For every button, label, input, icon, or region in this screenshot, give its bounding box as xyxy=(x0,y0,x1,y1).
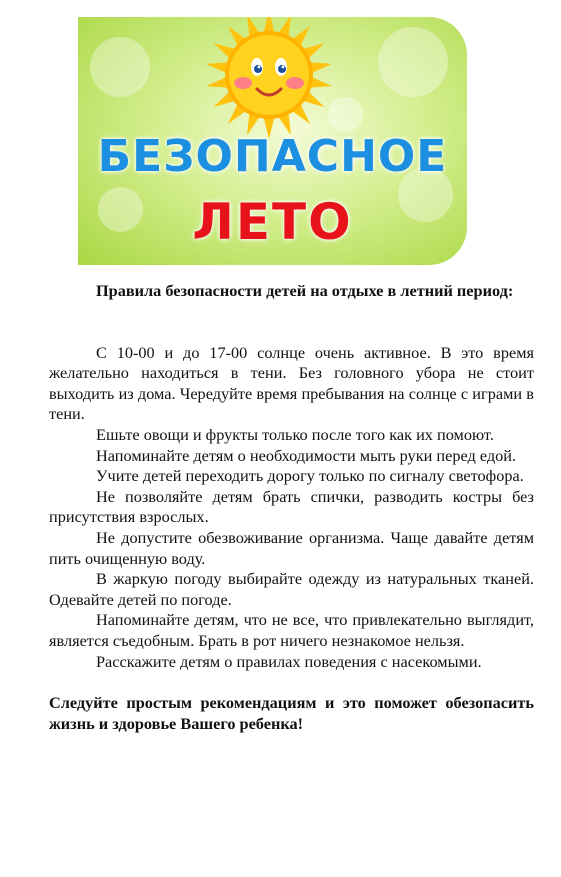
summer-safety-banner xyxy=(78,17,467,265)
rule-item: Ешьте овощи и фрукты только после того как их помоют. xyxy=(96,424,494,444)
rule-item: Учите детей переходить дорогу только по сигналу светофора. xyxy=(96,466,524,486)
rule-item: Напоминайте детям о необходимости мыть руки перед едой. xyxy=(96,445,517,465)
rule-item: Напоминайте детям, что не все, что привлекательно выглядит, является съедобным. Брать в рот ничего незнакомое нельзя. xyxy=(49,610,534,650)
rule-item: Расскажите детям о правилах поведения с насекомыми. xyxy=(96,651,482,671)
smiling-sun-icon xyxy=(78,17,467,147)
rule-item: Не позволяйте детям брать спички, разводить костры без присутствия взрослых. xyxy=(49,486,534,527)
banner-title-line1: БЕЗОПАСНОЕ xyxy=(97,131,448,182)
rules-heading: Правила безопасности детей на отдыхе в летний период: xyxy=(96,281,514,300)
rule-item: Не допустите обезвоживание организма. Чаще давайте детям пить очищенную воду. xyxy=(49,527,534,568)
rule-item: В жаркую погоду выбирайте одежду из натуральных тканей. Одевайте детей по погоде. xyxy=(49,569,534,609)
rule-item: С 10-00 и до 17-00 солнце очень активное. В это время желательно находиться в тени. Без головного убора не стоит выходить из дома. Чередуйте время пребывания на солнце с играми в тени. xyxy=(49,342,534,424)
banner-title-line2: ЛЕТО xyxy=(192,193,353,251)
document-body xyxy=(49,281,534,734)
closing-statement: Следуйте простым рекомендациям и это поможет обезопасить жизнь и здоровье Вашего ребенка! xyxy=(49,693,534,733)
